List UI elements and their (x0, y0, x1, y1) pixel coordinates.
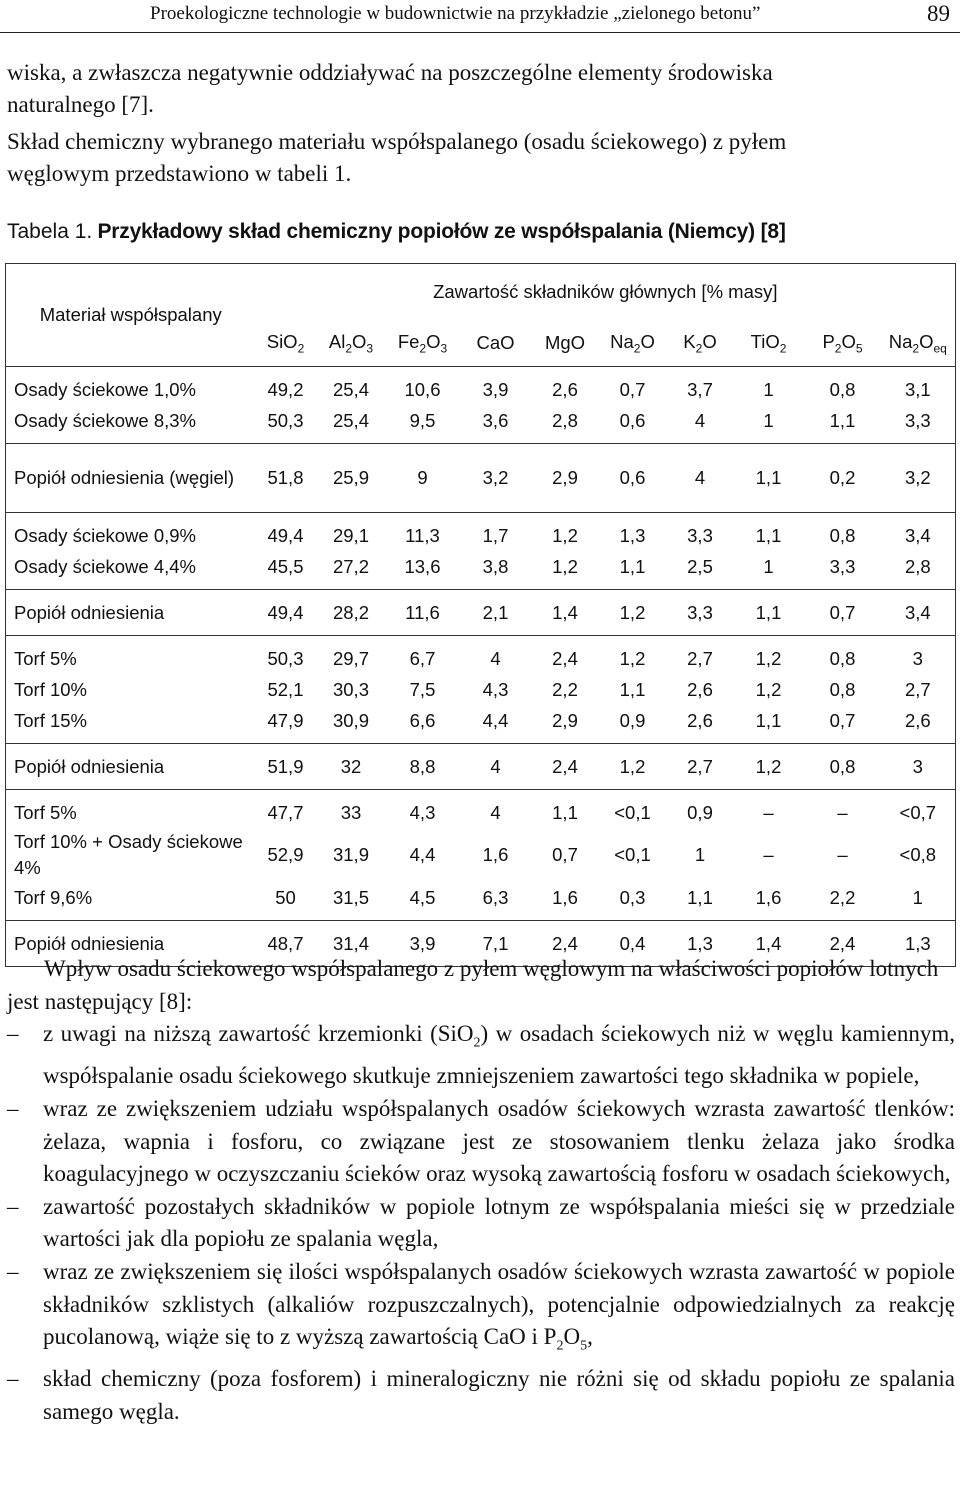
value-cell: 30,3 (332, 678, 369, 700)
value-cell: 11,6 (405, 601, 440, 623)
value-cell: 2,9 (552, 467, 578, 488)
value-cell: 1 (763, 409, 774, 431)
table-row (6, 674, 956, 705)
table-row (6, 828, 956, 882)
table-row (6, 590, 956, 636)
value-cell: 6,3 (482, 886, 509, 908)
value-cell: – (837, 801, 848, 823)
value-cell: 3,3 (687, 524, 713, 546)
value-cell: 2,6 (552, 378, 578, 400)
value-cell: 47,7 (267, 801, 304, 823)
compound-column-header: $P_2O_5$ (822, 330, 863, 356)
value-cell: 51,8 (267, 467, 304, 488)
conclusion-item: – skład chemiczny (poza fosforem) i mineralogiczny nie różni się od składu popiołu ze spalania samego węgla. (7, 1363, 955, 1428)
formula-subscript: 5 (855, 341, 863, 356)
conclusion-section (7, 953, 955, 1429)
value-cell: 32 (340, 755, 362, 777)
value-cell: 0,7 (552, 844, 578, 865)
page-number: 89 (927, 1, 950, 26)
value-cell: 3,6 (482, 409, 509, 431)
composition-group-header: Zawartość składników głównych [% masy] (433, 281, 778, 302)
conclusion-item: – z uwagi na niższą zawartość krzemionki (SiO$_2$) w osadach ściekowych niż w węglu kamiennym, współspalanie osadu ściekowego skutkuje zmniejszeniem zawartości tego składnika w popiele, (7, 1018, 955, 1093)
value-cell: 2,8 (552, 409, 578, 431)
material-label-cell: Torf 10% (14, 678, 88, 700)
value-cell: 49,4 (267, 601, 304, 623)
formula-subscript: 2 (695, 341, 703, 356)
material-label-cell: Osady ściekowe 0,9% (14, 524, 197, 546)
intro-line: Skład chemiczny wybranego materiału współspalanego (osadu ściekowego) z pyłem (7, 129, 787, 154)
running-header-title: Proekologiczne technologie w budownictwie na przykładzie „zielonego betonu” (150, 3, 761, 24)
formula-subscript: eq (933, 341, 947, 356)
value-cell: 1,2 (619, 647, 646, 669)
value-cell: 48,7 (267, 932, 304, 954)
value-cell: 1,1 (755, 709, 782, 731)
material-label-cell: Torf 5% (14, 801, 77, 823)
formula-subscript: 2 (779, 341, 787, 356)
formula-subscript: 2 (834, 341, 842, 356)
value-cell: 7,5 (409, 678, 436, 700)
compound-column-header: $K_2O$ (683, 330, 717, 356)
value-cell: 6,7 (409, 647, 436, 669)
value-cell: 8,8 (409, 755, 436, 777)
table-row-group (6, 513, 956, 590)
value-cell: 31,5 (332, 886, 369, 908)
value-cell: 3,2 (482, 467, 509, 488)
value-cell: 25,4 (332, 409, 369, 431)
table-row (6, 744, 956, 790)
value-cell: 52,1 (267, 678, 304, 700)
value-cell: 2,1 (482, 601, 509, 623)
value-cell: 1,4 (552, 601, 578, 623)
material-label-cell: Torf 9,6% (14, 886, 93, 908)
value-cell: 1,6 (755, 886, 782, 908)
value-cell: 0,4 (619, 932, 646, 954)
value-cell: 2,6 (687, 678, 713, 700)
value-cell: 0,9 (619, 709, 646, 731)
value-cell: 1,4 (755, 932, 782, 954)
value-cell: 3,3 (829, 555, 856, 577)
value-cell: 3,1 (904, 378, 931, 400)
compound-column-header: $Na_2O_{eq}$ (888, 330, 947, 356)
conclusion-item: – zawartość pozostałych składników w popiole lotnym ze współspalania mieści się w przedziale wartości jak dla popiołu ze spalania węgla, (7, 1191, 955, 1256)
value-cell: 1,2 (755, 755, 782, 777)
value-cell: 4,3 (409, 801, 436, 823)
value-cell: 0,6 (619, 409, 646, 431)
value-cell: 1,6 (482, 844, 509, 865)
formula-subscript: 2 (419, 341, 427, 356)
value-cell: 1,3 (687, 932, 713, 954)
value-cell: 2,7 (687, 647, 713, 669)
material-label-cell: Osady ściekowe 1,0% (14, 378, 197, 400)
value-cell: 4,4 (482, 709, 509, 731)
value-cell: 1 (763, 555, 774, 577)
value-cell: 4 (694, 467, 706, 488)
table-row-group (6, 590, 956, 636)
value-cell: 4 (490, 801, 501, 823)
list-dash: – (7, 1021, 19, 1047)
list-dash: – (7, 1193, 19, 1219)
intro-line: naturalnego [7]. (7, 92, 154, 117)
formula-subscript: 2 (912, 341, 920, 356)
value-cell: 0,8 (829, 378, 856, 400)
value-cell: 4,4 (409, 844, 436, 865)
value-cell: 0,7 (619, 378, 646, 400)
value-cell: 47,9 (267, 709, 304, 731)
value-cell: 0,3 (619, 886, 646, 908)
value-cell: 1,3 (619, 524, 646, 546)
table-caption-label: Tabela 1. (7, 220, 93, 243)
value-cell: 50,3 (267, 409, 304, 431)
material-label-cell: Popiół odniesienia (14, 601, 165, 623)
material-label-cell: Torf 10% + Osady ściekowe 4% (14, 831, 243, 878)
value-cell: 6,6 (409, 709, 436, 731)
chemical-composition-table (5, 263, 956, 967)
conclusion-item: – wraz ze zwiększeniem udziału współspalanych osadów ściekowych wzrasta zawartość tlenków: żelaza, wapnia i fosforu, co związane jest ze stosowaniem tlenku żelaza jako środka koagulacyjnego w oczyszczaniu ścieków oraz wysoką zawartością fosforu w osadach ściekowych, (7, 1093, 955, 1191)
value-cell: 4,5 (409, 886, 436, 908)
value-cell: 3,2 (904, 467, 931, 488)
compound-column-header: MgO (544, 332, 586, 353)
table-row-group (6, 367, 956, 444)
list-dash: – (7, 1095, 19, 1121)
table-caption-title: Przykładowy skład chemiczny popiołów ze współspalania (Niemcy) [8] (97, 220, 786, 243)
value-cell: <0,1 (614, 844, 651, 865)
formula-subscript: 2 (633, 341, 641, 356)
formula-subscript: 5 (580, 1338, 588, 1354)
value-cell: 3,3 (904, 409, 931, 431)
table-row (6, 882, 956, 921)
value-cell: 3,8 (482, 555, 509, 577)
value-cell: 1 (912, 886, 923, 908)
value-cell: <0,8 (899, 844, 937, 865)
compound-column-header: $Al_2O_3$ (328, 330, 374, 356)
value-cell: – (837, 844, 848, 865)
value-cell: 0,6 (619, 467, 646, 488)
value-cell: 25,4 (332, 378, 369, 400)
formula-subscript: 2 (473, 1035, 481, 1051)
value-cell: 3,7 (687, 378, 713, 400)
value-cell: 31,4 (332, 932, 369, 954)
value-cell: 1,1 (755, 601, 782, 623)
value-cell: 25,9 (332, 467, 369, 488)
value-cell: 2,6 (687, 709, 713, 731)
table-row-group (6, 444, 956, 513)
value-cell: 2,7 (687, 755, 713, 777)
table-row-group (6, 636, 956, 744)
value-cell: 1,2 (619, 755, 646, 777)
value-cell: 4 (490, 647, 501, 669)
table-row (6, 636, 956, 675)
value-cell: 2,6 (904, 709, 931, 731)
formula-subscript: 2 (345, 341, 353, 356)
value-cell: 3,3 (687, 601, 713, 623)
compound-column-header: SiO$_2$ (266, 330, 305, 356)
material-label-cell: Popiół odniesienia (14, 932, 165, 954)
value-cell: 1,2 (552, 555, 578, 577)
value-cell: 2,4 (552, 755, 578, 777)
material-label-cell: Torf 15% (14, 709, 88, 731)
value-cell: 1,2 (755, 647, 782, 669)
value-cell: 2,7 (904, 678, 931, 700)
value-cell: 0,2 (829, 467, 856, 488)
conclusion-list (7, 1018, 955, 1428)
value-cell: 2,4 (552, 647, 578, 669)
material-label-cell: Osady ściekowe 8,3% (14, 409, 197, 431)
table-row-group (6, 744, 956, 790)
list-dash: – (7, 1258, 19, 1284)
value-cell: 50,3 (267, 647, 304, 669)
value-cell: 1,1 (619, 678, 646, 700)
value-cell: 9 (417, 467, 428, 488)
value-cell: 3,4 (904, 524, 931, 546)
value-cell: 2,2 (552, 678, 578, 700)
value-cell: – (763, 801, 774, 823)
formula-subscript: 3 (366, 341, 374, 356)
formula-subscript: 2 (556, 1338, 564, 1354)
value-cell: 1,3 (904, 932, 931, 954)
table-row (6, 790, 956, 829)
value-cell: 4,3 (482, 678, 509, 700)
value-cell: 3 (912, 755, 923, 777)
value-cell: 45,5 (267, 555, 304, 577)
value-cell: 0,8 (829, 524, 856, 546)
value-cell: 9,5 (409, 409, 436, 431)
value-cell: 1,1 (755, 524, 782, 546)
value-cell: 31,9 (332, 844, 369, 865)
value-cell: 51,9 (267, 755, 304, 777)
value-cell: 27,2 (332, 555, 369, 577)
material-label-cell: Popiół odniesienia (węgiel) (14, 467, 235, 488)
material-label-cell: Osady ściekowe 4,4% (14, 555, 197, 577)
value-cell: 1 (694, 844, 706, 865)
value-cell: 0,7 (829, 601, 856, 623)
compound-column-header: $Fe_2O_3$ (397, 330, 448, 356)
value-cell: 1,2 (552, 524, 578, 546)
table-row (6, 513, 956, 552)
value-cell: 0,9 (687, 801, 713, 823)
value-cell: 2,5 (687, 555, 713, 577)
value-cell: 33 (340, 801, 362, 823)
value-cell: 28,2 (332, 601, 369, 623)
value-cell: 1,1 (619, 555, 646, 577)
table-row (6, 705, 956, 744)
value-cell: <0,7 (899, 801, 937, 823)
value-cell: 30,9 (332, 709, 369, 731)
value-cell: 2,4 (829, 932, 856, 954)
value-cell: 1 (763, 378, 774, 400)
value-cell: <0,1 (614, 801, 651, 823)
compound-column-header: CaO (476, 332, 515, 353)
value-cell: 3,9 (409, 932, 436, 954)
value-cell: 4 (694, 409, 706, 431)
value-cell: 29,1 (332, 524, 369, 546)
value-cell: 0,8 (829, 678, 856, 700)
conclusion-item: – wraz ze zwiększeniem się ilości współspalanych osadów ściekowych wzrasta zawartość w popiole składników szklistych (alkaliów rozpuszczalnych), potencjalnie odpowiedzialnych za reakcję pucolanową, wiąże się to z wyższą zawartością CaO i $P_2O_5$, (7, 1256, 955, 1363)
running-header (0, 0, 960, 33)
table-row-group (6, 790, 956, 921)
intro-line: węglowym przedstawiono w tabeli 1. (7, 161, 352, 186)
value-cell: 10,6 (404, 378, 441, 400)
value-cell: 0,8 (829, 755, 856, 777)
value-cell: 49,4 (267, 524, 304, 546)
compound-column-header: $Na_2O$ (610, 330, 655, 356)
value-cell: 0,7 (829, 709, 856, 731)
table-row (6, 444, 956, 513)
value-cell: 1,1 (755, 467, 782, 488)
value-cell: 1,1 (552, 801, 578, 823)
value-cell: 13,6 (404, 555, 441, 577)
value-cell: 1,2 (755, 678, 782, 700)
value-cell: 1,2 (619, 601, 646, 623)
list-dash: – (7, 1366, 19, 1392)
value-cell: 2,9 (552, 709, 578, 731)
table-row (6, 551, 956, 590)
value-cell: 1,1 (687, 886, 713, 908)
value-cell: 3 (912, 647, 923, 669)
value-cell: 49,2 (267, 378, 304, 400)
value-cell: 50 (275, 886, 296, 908)
value-cell: 52,9 (267, 844, 304, 865)
value-cell: 2,8 (904, 555, 931, 577)
value-cell: 2,2 (829, 886, 856, 908)
table-caption (7, 219, 786, 244)
value-cell: 3,9 (482, 378, 509, 400)
table-row (6, 367, 956, 406)
value-cell: 11,3 (405, 524, 440, 546)
material-column-header: Materiał współspalany (39, 304, 222, 325)
value-cell: 0,8 (829, 647, 856, 669)
value-cell: 2,4 (552, 932, 578, 954)
formula-subscript: 3 (440, 341, 448, 356)
value-cell: 1,1 (829, 409, 856, 431)
material-label-cell: Popiół odniesienia (14, 755, 165, 777)
value-cell: 29,7 (332, 647, 369, 669)
material-label-cell: Torf 5% (14, 647, 77, 669)
value-cell: – (763, 844, 774, 865)
value-cell: 4 (490, 755, 501, 777)
value-cell: 1,6 (552, 886, 578, 908)
value-cell: 1,7 (482, 524, 509, 546)
formula-subscript: 2 (297, 341, 305, 356)
table-row (6, 405, 956, 444)
compound-column-header: TiO$_2$ (750, 330, 787, 356)
value-cell: 3,4 (904, 601, 931, 623)
value-cell: 7,1 (482, 932, 509, 954)
intro-line: wiska, a zwłaszcza negatywnie oddziaływać na poszczególne elementy środowiska (7, 60, 773, 85)
conclusion-intro: Wpływ osadu ściekowego współspalanego z pyłem węglowym na właściwości popiołów lotnych jest następujący [8]: (7, 956, 939, 1014)
